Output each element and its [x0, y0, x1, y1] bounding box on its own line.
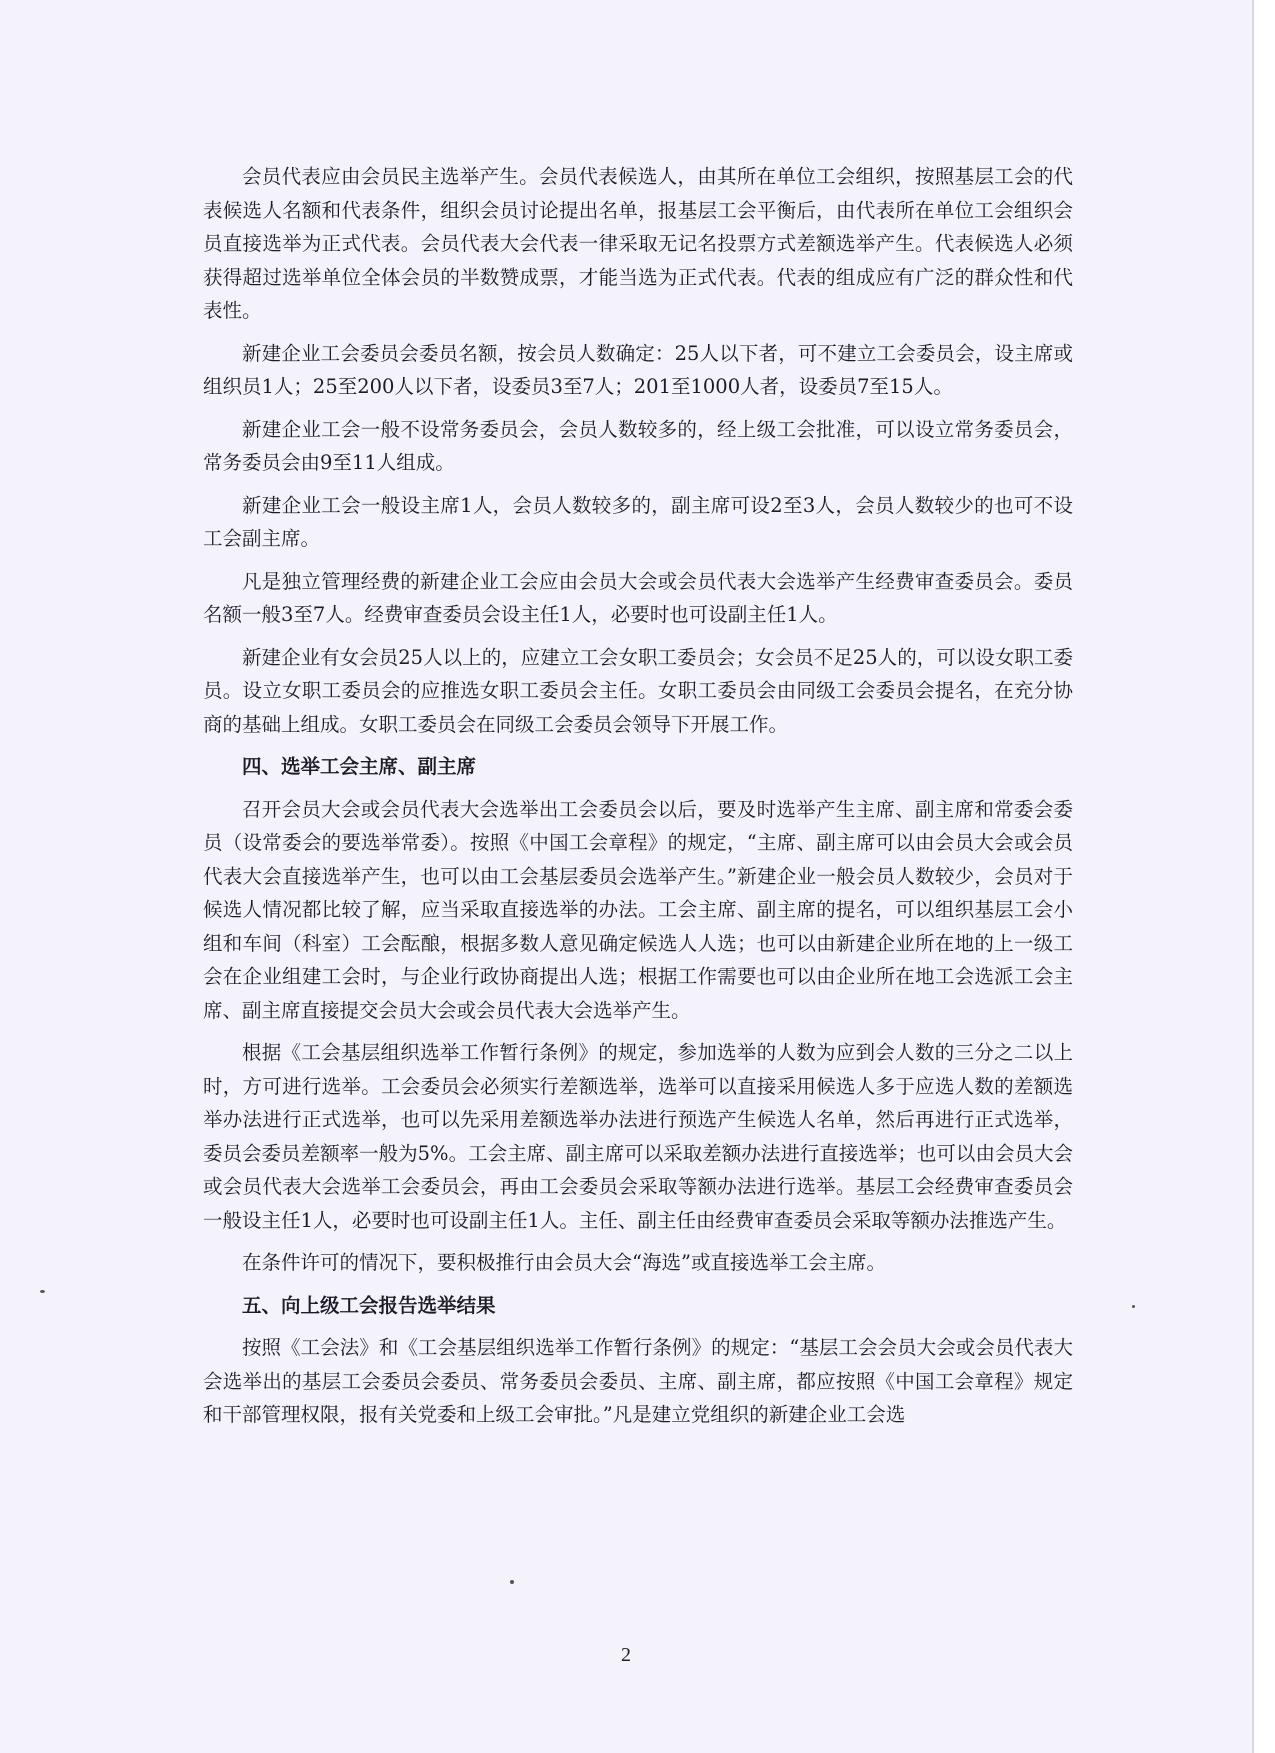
paragraph-report-approval: 按照《工会法》和《工会基层组织选举工作暂行条例》的规定：“基层工会会员大会或会员代表大会选举出的基层工会委员会委员、常务委员会委员、主席、副主席，都应按照《中国工会章程》规定和干部管理权限，报有关党委和上级工会审批。”凡是建立党组织的新建企业工会选 [203, 1336, 1073, 1426]
section-heading-elect-chairman: 四、选举工会主席、副主席 [242, 755, 477, 778]
paragraph-election-procedure: 召开会员大会或会员代表大会选举出工会委员会以后，要及时选举产生主席、副主席和常委会委员（设常委会的要选举常委）。按照《中国工会章程》的规定，“主席、副主席可以由会员大会或会员代表大会直接选举产生，也可以由工会基层委员会选举产生。”新建企业一般会员人数较少，会员对于候选人情况都比较了解，应当采取直接选举的办法。工会主席、副主席的提名，可以组织基层工会小组和车间（科室）工会酝酿，根据多数人意见确定候选人人选；也可以由新建企业所在地的上一级工会在企业组建工会时，与企业行政协商提出人选；根据工作需要也可以由企业所在地工会选派工会主席、副主席直接提交会员大会或会员代表大会选举产生。 [203, 797, 1073, 1022]
document-body [203, 160, 1073, 1441]
section-heading-report-results: 五、向上级工会报告选举结果 [242, 1293, 496, 1317]
paragraph-open-election: 在条件许可的情况下，要积极推行由会员大会“海选”或直接选举工会主席。 [242, 1251, 886, 1274]
page-number: 2 [621, 1644, 631, 1666]
paragraph-audit-committee: 凡是独立管理经费的新建企业工会应由会员大会或会员代表大会选举产生经费审查委员会。委员名额一般3至7人。经费审查委员会设主任1人，必要时也可设副主任1人。 [203, 569, 1073, 626]
scan-speck [1132, 1305, 1135, 1308]
paragraph-committee-quota: 新建企业工会委员会委员名额，按会员人数确定：25人以下者，可不建立工会委员会，设主席或组织员1人；25至200人以下者，设委员3至7人；201至1000人者，设委员7至15人。 [203, 341, 1073, 398]
paragraph-standing-committee: 新建企业工会一般不设常务委员会，会员人数较多的，经上级工会批准，可以设立常务委员会，常务委员会由9至11人组成。 [203, 417, 1073, 474]
scan-speck [40, 1290, 45, 1293]
paragraph-chairman-count: 新建企业工会一般设主席1人，会员人数较多的，副主席可设2至3人，会员人数较少的也可不设工会副主席。 [203, 493, 1073, 550]
paragraph-women-committee: 新建企业有女会员25人以上的，应建立工会女职工委员会；女会员不足25人的，可以设女职工委员。设立女职工委员会的应推选女职工委员会主任。女职工委员会由同级工会委员会提名，在充分协商的基础上组成。女职工委员会在同级工会委员会领导下开展工作。 [203, 645, 1073, 736]
scan-speck [510, 1580, 514, 1584]
paragraph-election-regulations: 根据《工会基层组织选举工作暂行条例》的规定，参加选举的人数为应到会人数的三分之二以上时，方可进行选举。工会委员会必须实行差额选举，选举可以直接采用候选人多于应选人数的差额选举办法进行正式选举，也可以先采用差额选举办法进行预选产生候选人名单，然后再进行正式选举，委员会委员差额率一般为5%。工会主席、副主席可以采取差额办法进行直接选举；也可以由会员大会或会员代表大会选举工会委员会，再由工会委员会采取等额办法进行选举。基层工会经费审查委员会一般设主任1人，必要时也可设副主任1人。主任、副主任由经费审查委员会采取等额办法推选产生。 [203, 1041, 1073, 1232]
paragraph-member-representatives: 会员代表应由会员民主选举产生。会员代表候选人，由其所在单位工会组织，按照基层工会的代表候选人名额和代表条件，组织会员讨论提出名单，报基层工会平衡后，由代表所在单位工会组织会员直接选举为正式代表。会员代表大会代表一律采取无记名投票方式差额选举产生。代表候选人必须获得超过选举单位全体会员的半数赞成票，才能当选为正式代表。代表的组成应有广泛的群众性和代表性。 [203, 165, 1073, 322]
